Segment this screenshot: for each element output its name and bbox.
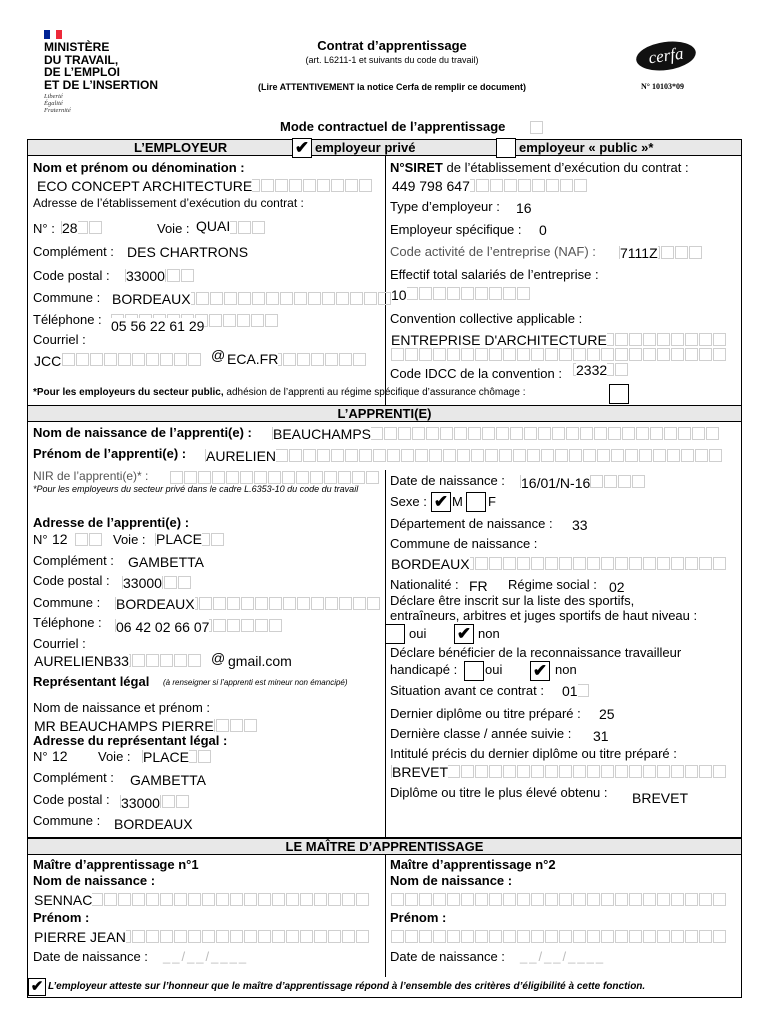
regime-label: Régime social : [508, 577, 597, 592]
cerfa-logo: cerfa [634, 38, 697, 74]
representant-note: (à renseigner si l’apprenti est mineur non émancipé) [163, 678, 348, 687]
sportif-line1: Déclare être inscrit sur la liste des sportifs, [390, 593, 635, 608]
employeur-courriel-at: @ [211, 347, 226, 363]
apprenti-voie-value: PLACE [156, 531, 202, 547]
naissance-value: 16/01/N-16 [521, 475, 591, 491]
assurance-chomage-checkbox[interactable] [609, 384, 629, 404]
rep-voie-value: PLACE [143, 749, 189, 765]
handicap-non-label: non [555, 662, 577, 677]
maitre1-date-label: Date de naissance : [33, 949, 148, 964]
employeur-commune-value: BORDEAUX [112, 291, 191, 307]
employeur-siret-label [390, 160, 689, 175]
employeur-idcc-value: 2332 [576, 362, 608, 378]
employeur-effectif-value: 10 [391, 287, 407, 303]
spacer [27, 385, 385, 386]
apprenti-cp-label: Code postal : [33, 573, 110, 588]
rep-nom-label: Nom de naissance et prénom : [33, 700, 211, 715]
handicap-line2: handicapé : [390, 662, 458, 677]
nationalite-label: Nationalité : [390, 577, 459, 592]
employeur-complement-value: DES CHARTRONS [127, 244, 249, 260]
apprenti-nir-input[interactable] [170, 471, 380, 485]
apprenti-courriel-user-value: AURELIENB33 [34, 653, 129, 669]
employeur-convention-value: ENTREPRISE D'ARCHITECTURE [391, 332, 607, 348]
employeur-nom-value: ECO CONCEPT ARCHITECTURE [37, 178, 253, 194]
employeur-siret-value: 449 798 647 [392, 178, 470, 194]
maitre1-date-input[interactable]: __/__/____ [163, 949, 249, 964]
employeur-convention-label: Convention collective applicable : [390, 311, 583, 326]
employeur-divider [385, 156, 386, 406]
situation-value: 01 [562, 683, 578, 699]
sportif-line2: entraîneurs, arbitres et juges sportifs de haut niveau : [390, 608, 698, 623]
commune-naissance-label: Commune de naissance : [390, 536, 538, 551]
apprenti-nir-note: *Pour les employeurs du secteur privé dans le cadre L.6353-10 du code du travail [33, 484, 359, 494]
handicap-line1: Déclare bénéficier de la reconnaissance travailleur [390, 645, 682, 660]
maitre-section-header: LE MAÎTRE D’APPRENTISSAGE [27, 838, 742, 855]
employeur-public-note [33, 387, 525, 398]
republic-motto [44, 93, 71, 114]
diplome-prepare-label: Dernier diplôme ou titre préparé : [390, 706, 581, 721]
representant-label [33, 674, 149, 689]
handicap-oui-checkbox[interactable] [464, 661, 484, 681]
siret-label-rest: de l’établissement d’exécution du contrat : [446, 160, 689, 175]
employeur-commune-label: Commune : [33, 290, 101, 305]
apprenti-nom-value: BEAUCHAMPS [273, 426, 372, 442]
maitre1-title: Maître d’apprentissage n°1 [33, 857, 199, 872]
rep-num-value: 12 [52, 748, 68, 764]
employeur-specifique-label: Employeur spécifique : [390, 222, 522, 237]
motto-line: Égalité [44, 100, 63, 107]
employeur-public-checkbox[interactable] [496, 138, 516, 158]
handicap-non-checkbox[interactable]: ✔ [530, 661, 550, 681]
employeur-cp-value: 33000 [126, 268, 165, 284]
siret-label-bold: N°SIRET [390, 160, 443, 175]
intitule-value: BREVET [392, 764, 449, 780]
sexe-m-label: M [452, 494, 463, 509]
apprenti-commune-label: Commune : [33, 595, 101, 610]
employeur-type-label: Type d’employeur : [390, 199, 500, 214]
rep-commune-value: BORDEAUX [114, 816, 193, 832]
maitre2-title: Maître d’apprentissage n°2 [390, 857, 556, 872]
form-title: Contrat d’apprentissage [317, 38, 467, 53]
employeur-convention-input-line2[interactable] [391, 348, 727, 362]
maitre1-nom-value: SENNAC [34, 892, 93, 908]
plus-eleve-label: Diplôme ou titre le plus élevé obtenu : [390, 785, 608, 800]
maitre2-prenom-input[interactable] [391, 930, 727, 944]
apprenti-prenom-value: AURELIEN [206, 448, 277, 464]
handicap-oui-label: oui [485, 662, 503, 677]
naissance-label: Date de naissance : [390, 473, 505, 488]
sportif-oui-checkbox[interactable] [385, 624, 405, 644]
ministry-line: DU TRAVAIL, [44, 52, 119, 67]
diplome-prepare-value: 25 [599, 706, 615, 722]
mode-contractuel-label: Mode contractuel de l’apprentissage [280, 119, 506, 134]
employeur-tel-label: Téléphone : [33, 312, 102, 327]
apprenti-complement-label: Complément : [33, 553, 114, 568]
apprenti-num-value: 12 [52, 531, 68, 547]
regime-value: 02 [609, 579, 625, 595]
employeur-courriel-label: Courriel : [33, 332, 86, 347]
dept-naissance-value: 33 [572, 517, 588, 533]
employeur-adresse-label: Adresse de l’établissement d’exécution du contrat : [33, 196, 304, 210]
representant-label-bold: Représentant légal [33, 674, 150, 689]
sportif-non-label: non [478, 626, 500, 641]
rep-voie-label: Voie : [98, 749, 131, 764]
apprenti-complement-value: GAMBETTA [128, 554, 204, 570]
employeur-effectif-input[interactable] [391, 287, 531, 301]
employeur-prive-checkbox[interactable]: ✔ [292, 138, 312, 158]
employeur-cp-label: Code postal : [33, 268, 110, 283]
rep-nom-value: MR BEAUCHAMPS PIERRE [34, 718, 214, 734]
apprenti-num-label: N° [33, 532, 48, 547]
apprenti-nom-label: Nom de naissance de l’apprenti(e) : [33, 425, 252, 440]
employeur-complement-label: Complément : [33, 244, 114, 259]
maitre2-prenom-label: Prénom : [390, 910, 447, 925]
employeur-type-value: 16 [516, 200, 532, 216]
apprenti-section-header: L’APPRENTI(E) [27, 405, 742, 422]
apprenti-prenom-input[interactable] [205, 449, 723, 463]
maitre2-date-label: Date de naissance : [390, 949, 505, 964]
sportif-oui-label: oui [409, 626, 427, 641]
classe-label: Dernière classe / année suivie : [390, 726, 572, 741]
attestation-checkbox[interactable]: ✔ [28, 978, 46, 996]
employeur-idcc-label: Code IDCC de la convention : [390, 366, 562, 381]
rep-cp-label: Code postal : [33, 792, 110, 807]
form-notice: (Lire ATTENTIVEMENT la notice Cerfa de remplir ce document) [257, 82, 527, 92]
employeur-courriel-user-value: JCC [34, 353, 62, 369]
maitre1-nom-label: Nom de naissance : [33, 873, 156, 888]
rep-commune-label: Commune : [33, 813, 101, 828]
sexe-f-checkbox[interactable] [466, 492, 486, 512]
rep-cp-value: 33000 [121, 795, 160, 811]
apprenti-num-input[interactable] [75, 533, 103, 547]
maitre1-prenom-value: PIERRE JEAN [34, 929, 126, 945]
employeur-public-label: employeur « public »* [519, 140, 654, 155]
apprenti-divider [385, 470, 386, 838]
employeur-tel-value: 05 56 22 61 29 [111, 318, 205, 334]
employeur-voie-label: Voie : [157, 221, 190, 236]
employeur-naf-label: Code activité de l’entreprise (NAF) : [390, 244, 596, 259]
employeur-specifique-value: 0 [539, 222, 547, 238]
maitre2-nom-input[interactable] [391, 893, 727, 907]
apprenti-prenom-label: Prénom de l’apprenti(e) : [33, 446, 187, 461]
employeur-naf-value: 7111Z [620, 245, 658, 261]
maitre-divider [385, 855, 386, 977]
ministry-line: ET DE L’INSERTION [44, 77, 159, 92]
attestation-text: L’employeur atteste sur l’honneur que le maître d’apprentissage répond à l’ensemble des critères d’éligibilité à cette fonction. [48, 981, 646, 992]
apprenti-tel-value: 06 42 02 66 07 [116, 619, 210, 635]
intitule-label: Intitulé précis du dernier diplôme ou titre préparé : [390, 746, 677, 761]
sexe-m-checkbox[interactable]: ✔ [431, 492, 451, 512]
sportif-non-checkbox[interactable]: ✔ [454, 624, 474, 644]
mode-contractuel-input[interactable] [530, 121, 544, 135]
sexe-label: Sexe : [390, 494, 427, 509]
rep-complement-label: Complément : [33, 770, 114, 785]
maitre1-prenom-label: Prénom : [33, 910, 90, 925]
maitre2-date-input[interactable]: __/__/____ [520, 949, 606, 964]
employeur-courriel-domain-value: ECA.FR [227, 351, 279, 367]
employeur-section-title: L’EMPLOYEUR [134, 140, 228, 155]
apprenti-adresse-label: Adresse de l’apprenti(e) : [33, 515, 190, 530]
commune-naissance-value: BORDEAUX [391, 556, 470, 572]
apprenti-courriel-label: Courriel : [33, 636, 86, 651]
plus-eleve-value: BREVET [632, 790, 689, 806]
motto-line: Liberté [44, 93, 63, 100]
cerfa-number: N° 10103*09 [641, 82, 684, 91]
employeur-num-label: N° : [33, 221, 55, 236]
sexe-f-label: F [488, 494, 496, 509]
rep-adresse-label: Adresse du représentant légal : [33, 733, 228, 748]
maitre2-nom-label: Nom de naissance : [390, 873, 513, 888]
ministry-line: MINISTÈRE [44, 40, 110, 54]
employeur-voie-value: QUAI [196, 218, 231, 234]
apprenti-courriel-domain-value: gmail.com [228, 653, 292, 669]
employeur-prive-label: employeur privé [315, 140, 416, 155]
apprenti-commune-value: BORDEAUX [116, 596, 195, 612]
apprenti-nir-label: NIR de l’apprenti(e)* : [33, 469, 149, 483]
rep-complement-value: GAMBETTA [130, 772, 206, 788]
dept-naissance-label: Département de naissance : [390, 516, 553, 531]
apprenti-courriel-at: @ [211, 650, 226, 666]
public-note-bold: *Pour les employeurs du secteur public, [33, 387, 224, 398]
employeur-nom-label: Nom et prénom ou dénomination : [33, 160, 245, 175]
ministry-line: DE L’EMPLOI [44, 65, 121, 79]
motto-line: Fraternité [44, 107, 71, 114]
employeur-num-value: 28 [62, 220, 78, 236]
classe-value: 31 [593, 728, 609, 744]
form-subtitle: (art. L6211-1 et suivants du code du travail) [305, 55, 479, 65]
nationalite-value: FR [469, 578, 488, 594]
apprenti-tel-label: Téléphone : [33, 615, 102, 630]
rep-num-label: N° [33, 749, 48, 764]
apprenti-voie-label: Voie : [113, 532, 146, 547]
apprenti-cp-value: 33000 [123, 575, 162, 591]
situation-label: Situation avant ce contrat : [390, 683, 544, 698]
public-note-rest: adhésion de l’apprenti au régime spécifique d’assurance chômage : [226, 387, 526, 398]
employeur-effectif-label: Effectif total salariés de l’entreprise : [390, 267, 599, 282]
